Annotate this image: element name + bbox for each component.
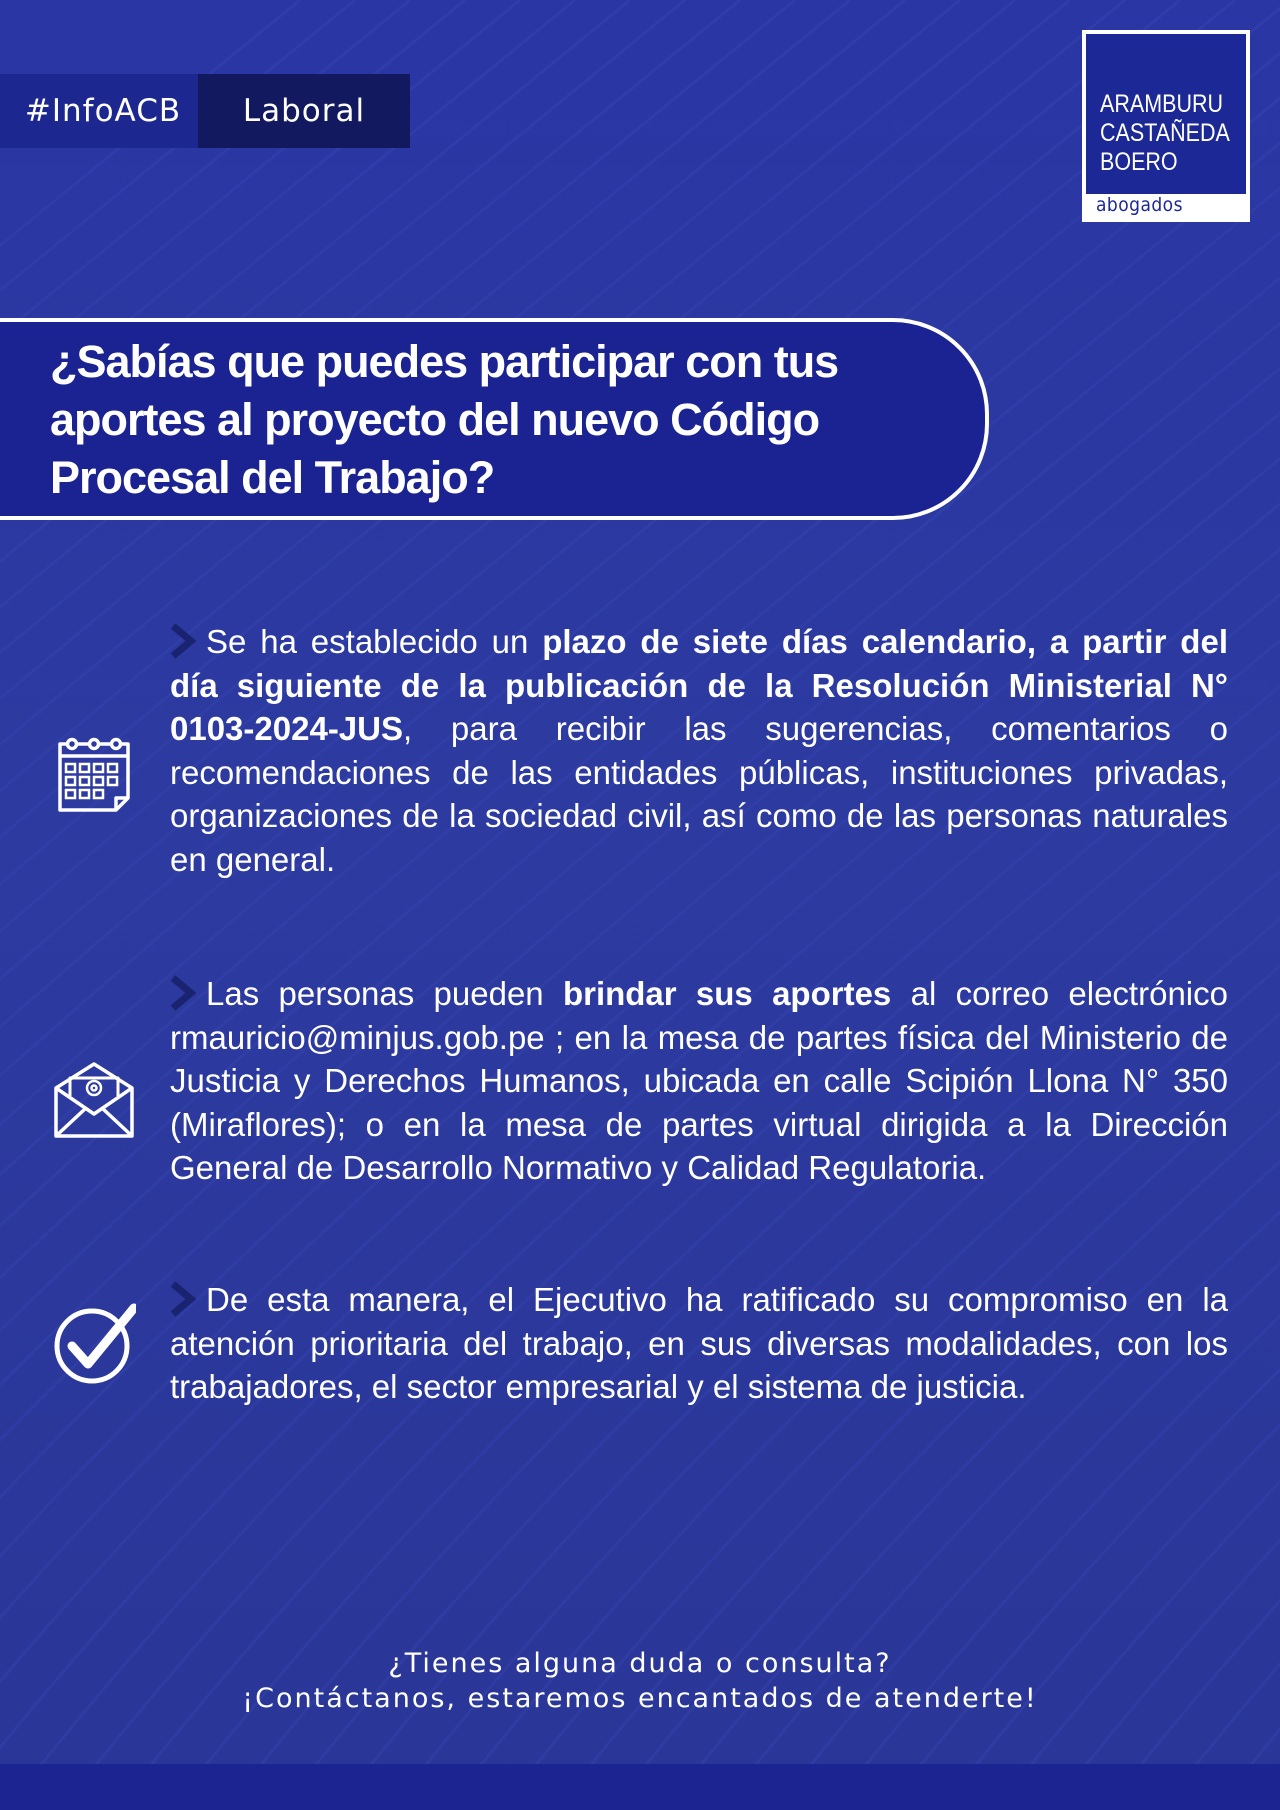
logo-line-1: ARAMBURU (1100, 90, 1224, 118)
firm-logo (1082, 30, 1250, 222)
headline: ¿Sabías que puedes participar con tus aportes al proyecto del nuevo Código Procesal del Trabajo? (50, 336, 839, 503)
logo-box (1086, 34, 1246, 194)
text-part: , para recibir las sugerencias, comentarios o recomendaciones de las entidades públicas, instituciones privadas, organizaciones de la sociedad civil, así como de las personas naturales en general. (170, 710, 1228, 878)
text-part: al correo electrónico rmauricio@minjus.gob.pe ; en la mesa de partes física del Ministerio de Justicia y Derechos Humanos, ubicada en calle Scipión Llona N° 350 (Miraflores); o en la mesa de partes virtual dirigida a la Dirección General de Desarrollo Normativo y Calidad Regulatoria. (170, 975, 1228, 1186)
bottom-bar (0, 1764, 1280, 1810)
background-wave (940, 0, 1280, 1810)
background-wave (170, 0, 1280, 1810)
section-text (170, 972, 1228, 1190)
logo-line-3: BOERO (1100, 148, 1178, 176)
text-part-bold: brindar sus aportes (562, 975, 892, 1012)
background-wave (0, 0, 300, 1810)
background-wave (0, 0, 630, 1810)
text-part: Las personas pueden (206, 975, 563, 1012)
background-wave (995, 0, 1280, 1810)
category-tag (0, 74, 410, 148)
logo-line-2: CASTAÑEDA (1100, 119, 1230, 147)
chevron-right-icon (170, 975, 196, 1011)
background-wave (500, 0, 1280, 1810)
logo-subtitle: abogados (1096, 194, 1183, 216)
chevron-right-icon (170, 1281, 196, 1317)
section-text (170, 620, 1228, 881)
background-wave (0, 0, 355, 1810)
footer-question: ¿Tienes alguna duda o consulta? (388, 1648, 892, 1679)
footer-contact (0, 1646, 1280, 1716)
checkmark-icon (52, 1302, 136, 1386)
background-wave (1270, 0, 1280, 1810)
background-wave (445, 0, 1280, 1810)
background-wave (720, 0, 1280, 1810)
category-label: Laboral (198, 74, 410, 148)
footer-invitation: ¡Contáctanos, estaremos encantados de atenderte! (242, 1683, 1038, 1714)
text-part: De esta manera, el Ejecutivo ha ratificado su compromiso en la atención prioritaria del trabajo, en sus diversas modalidades, con los trabajadores, el sector empresarial y el sistema de justicia. (170, 1281, 1228, 1405)
background-wave (1050, 0, 1280, 1810)
background-wave (335, 0, 1280, 1810)
section-text (170, 1278, 1228, 1409)
background-wave (775, 0, 1280, 1810)
background-wave (885, 0, 1280, 1810)
text-part: Se ha establecido un (206, 623, 543, 660)
hashtag-label: #InfoACB (0, 74, 198, 148)
email-icon (52, 1058, 136, 1142)
calendar-icon (52, 732, 136, 816)
text-part-bold: plazo de siete días calendario, a partir del día siguiente de la publicación de la Resolución Ministerial N° 0103-2024-JUS (170, 623, 1228, 747)
chevron-right-icon (170, 623, 196, 659)
